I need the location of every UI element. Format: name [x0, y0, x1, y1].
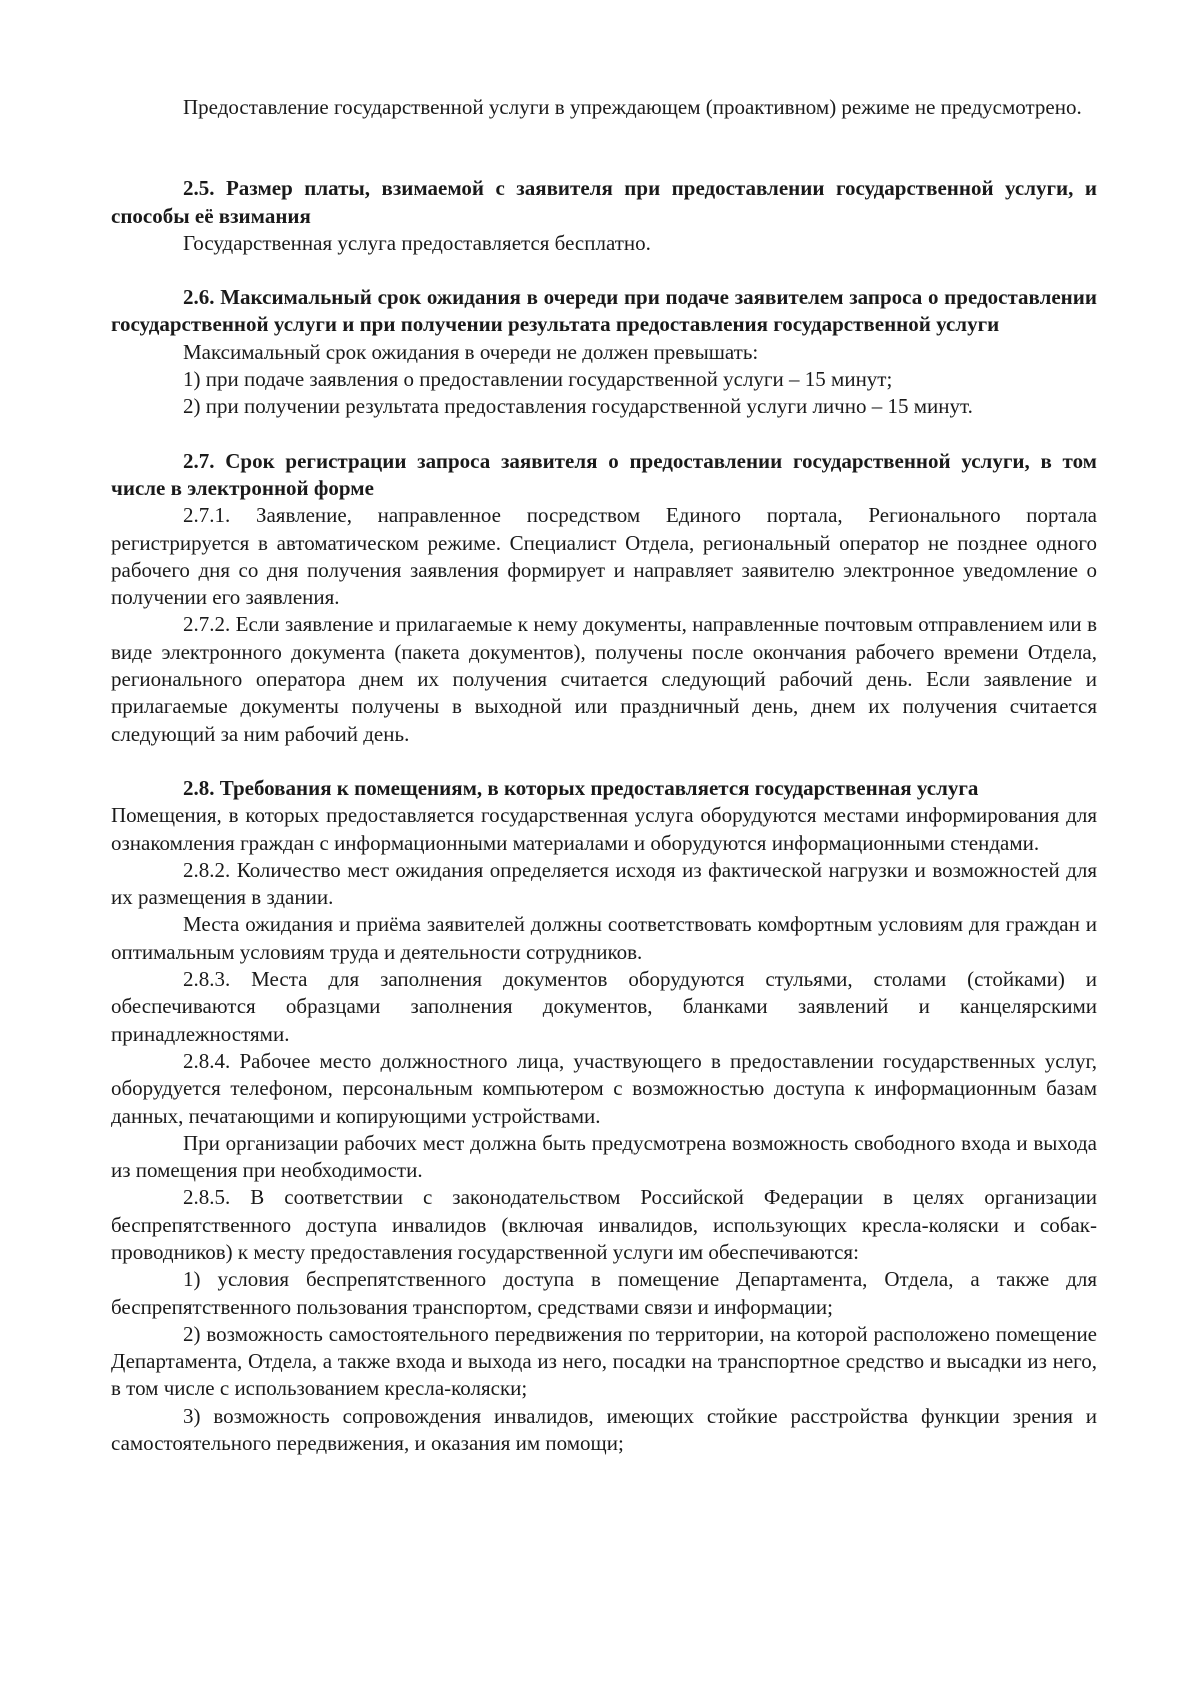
- section-2-8: [111, 775, 1097, 1457]
- section-heading: 2.8. Требования к помещениям, в которых предоставляется государственная услуга: [183, 775, 979, 800]
- paragraph: 2.8.3. Места для заполнения документов оборудуются стульями, столами (стойками) и обеспечиваются образцами заполнения документов, бланками заявлений и канцелярскими принадлежностями.: [111, 967, 1097, 1046]
- spacer: [111, 421, 1097, 448]
- list-item: 1) при подаче заявления о предоставлении государственной услуги – 15 минут;: [183, 367, 893, 392]
- list-item: 1) условия беспрепятственного доступа в помещение Департамента, Отдела, а также для беспрепятственного пользования транспортом, средствами связи и информации;: [111, 1267, 1097, 1319]
- section-2-6: [111, 284, 1097, 420]
- paragraph: 2.8.5. В соответствии с законодательством Российской Федерации в целях организации беспрепятственного доступа инвалидов (включая инвалидов, использующих кресла-коляски и собак-проводников) к месту предоставления государственной услуги им обеспечиваются:: [111, 1185, 1097, 1264]
- section-heading: 2.6. Максимальный срок ожидания в очереди при подаче заявителем запроса о предоставлении государственной услуги и при получении результата предоставления государственной услуги: [111, 285, 1097, 337]
- paragraph: 2.7.2. Если заявление и прилагаемые к нему документы, направленные почтовым отправлением или в виде электронного документа (пакета документов), получены после окончания рабочего времени Отдела, регионального оператора днем их получения считается следующий рабочий день. Если заявление и прилагаемые документы получены в выходной или праздничный день, днем их получения считается следующий за ним рабочий день.: [111, 612, 1097, 746]
- list-item: 3) возможность сопровождения инвалидов, имеющих стойкие расстройства функции зрения и самостоятельного передвижения, и оказания им помощи;: [111, 1403, 1097, 1456]
- section-heading: 2.7. Срок регистрации запроса заявителя о предоставлении государственной услуги, в том числе в электронной форме: [111, 448, 1097, 500]
- section-2-7: [111, 448, 1097, 748]
- document-page: [111, 94, 1097, 1457]
- list-item: 2) при получении результата предоставления государственной услуги лично – 15 минут.: [183, 394, 973, 419]
- section-2-5: [111, 175, 1097, 257]
- spacer: [111, 748, 1097, 775]
- paragraph: 2.7.1. Заявление, направленное посредством Единого портала, Регионального портала регистрируется в автоматическом режиме. Специалист Отдела, региональный оператор не позднее одного рабочего дня со дня получения заявления формирует и направляет заявителю электронное уведомление о получении его заявления.: [111, 503, 1097, 610]
- paragraph: 2.8.2. Количество мест ожидания определяется исходя из фактической нагрузки и возможностей для их размещения в здании.: [111, 857, 1097, 910]
- spacer: [111, 121, 1097, 175]
- spacer: [111, 257, 1097, 284]
- paragraph: Государственная услуга предоставляется бесплатно.: [183, 230, 651, 255]
- list-item: 2) возможность самостоятельного передвижения по территории, на которой расположено помещение Департамента, Отдела, а также входа и выхода из него, посадки на транспортное средство и высадки из него, в том числе с использованием кресла-коляски;: [111, 1321, 1097, 1401]
- paragraph: Помещения, в которых предоставляется государственная услуга оборудуются местами информирования для ознакомления граждан с информационными материалами и оборудуются информационными стендами.: [111, 803, 1097, 855]
- section-heading: 2.5. Размер платы, взимаемой с заявителя при предоставлении государственной услуги, и способы её взимания: [111, 176, 1097, 228]
- paragraph: Максимальный срок ожидания в очереди не должен превышать:: [183, 339, 759, 364]
- intro-paragraph: Предоставление государственной услуги в упреждающем (проактивном) режиме не предусмотрено.: [183, 95, 1082, 119]
- paragraph: При организации рабочих мест должна быть предусмотрена возможность свободного входа и выхода из помещения при необходимости.: [111, 1130, 1097, 1183]
- paragraph: Места ожидания и приёма заявителей должны соответствовать комфортным условиям для граждан и оптимальным условиям труда и деятельности сотрудников.: [111, 912, 1097, 964]
- paragraph: 2.8.4. Рабочее место должностного лица, участвующего в предоставлении государственных услуг, оборудуется телефоном, персональным компьютером с возможностью доступа к информационным базам данных, печатающими и копирующими устройствами.: [111, 1048, 1097, 1128]
